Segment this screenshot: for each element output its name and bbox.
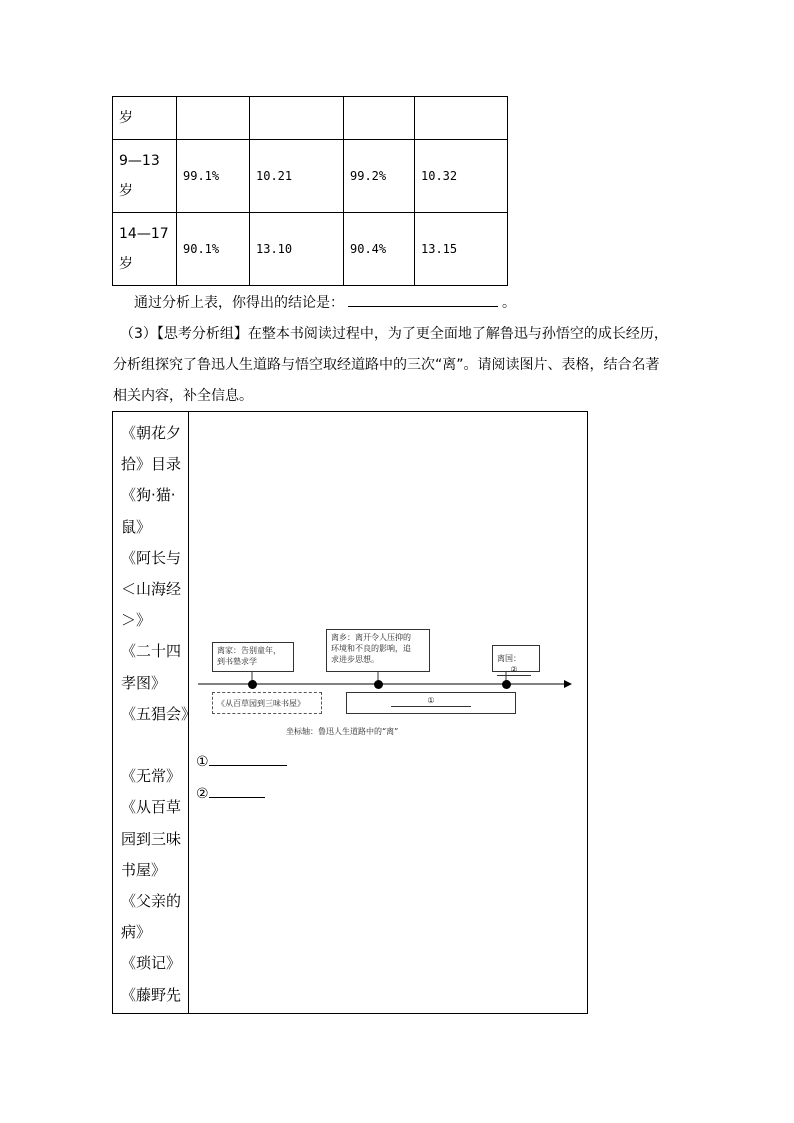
table-cell xyxy=(344,97,415,140)
answer-2-blank[interactable] xyxy=(209,785,265,798)
question-text: 分析组探究了鲁迅人生道路与悟空取经道路中的三次“离”。请阅读图片、表格，结合名著 xyxy=(113,357,660,373)
box-text: 求进步思想。 xyxy=(331,655,379,664)
answer-1 xyxy=(196,753,287,770)
toc-line: 《藤野先 xyxy=(121,985,182,1004)
toc-line: 《无常》 xyxy=(121,767,182,786)
table-cell xyxy=(415,97,508,140)
timeline-dot xyxy=(502,680,511,689)
toc-line: 《狗·猫· xyxy=(121,486,176,505)
table-cell: 99.2% xyxy=(344,140,415,213)
toc-line xyxy=(121,730,188,761)
blank-1[interactable]: ① xyxy=(391,695,471,707)
leave-hometown-box xyxy=(326,629,430,672)
table-cell: 90.4% xyxy=(344,213,415,286)
leave-country-box xyxy=(492,645,540,672)
toc-line: 病》 xyxy=(121,923,152,942)
toc-line: 《二十四 xyxy=(121,642,182,661)
answer-label: ① xyxy=(196,754,209,770)
table-cell xyxy=(250,97,344,140)
toc-line: 园到三味 xyxy=(121,829,182,848)
table-row xyxy=(113,140,508,213)
toc-line: 《琐记》 xyxy=(121,954,182,973)
answer-label: ② xyxy=(196,786,209,802)
question-text: （3）【思考分析组】在整本书阅读过程中，为了更全面地了解鲁迅与孙悟空的成长经历， xyxy=(120,326,668,342)
conclusion-answer-blank[interactable] xyxy=(348,292,498,307)
blank-1-box[interactable] xyxy=(346,692,516,714)
conclusion-prompt xyxy=(134,292,516,313)
timeline-diagram xyxy=(188,620,580,750)
arrow-head-icon xyxy=(564,680,572,688)
blank-2[interactable]: ② xyxy=(497,664,531,676)
table-cell: 99.1% xyxy=(177,140,250,213)
timeline-dot xyxy=(248,680,257,689)
data-table xyxy=(112,96,508,286)
table-cell: 10.21 xyxy=(250,140,344,213)
essay-title-box: 《从百草园到三味书屋》 xyxy=(212,692,322,714)
toc-line: 孝图》 xyxy=(121,673,167,692)
table-row xyxy=(113,97,508,140)
box-text: 离家：告别童年， xyxy=(217,646,281,655)
toc-line: 书屋》 xyxy=(121,860,167,879)
table-cell: 13.15 xyxy=(415,213,508,286)
diagram-caption: 坐标轴：鲁迅人生道路中的“离” xyxy=(286,727,399,736)
box-text: 环境和不良的影响，追 xyxy=(331,644,411,653)
table-cell: 90.1% xyxy=(177,213,250,286)
toc-line: 《阿长与 xyxy=(121,548,182,567)
question-text: 相关内容，补全信息。 xyxy=(113,388,253,404)
table-cell: 13.10 xyxy=(250,213,344,286)
timeline-dot xyxy=(374,680,383,689)
table-cell: 10.32 xyxy=(415,140,508,213)
age-cell: 岁 xyxy=(113,97,177,140)
toc-line: ＞》 xyxy=(121,611,152,630)
toc-column xyxy=(113,412,197,1013)
age-cell: 14—17 岁 xyxy=(113,213,177,286)
age-cell: 9—13 岁 xyxy=(113,140,177,213)
conclusion-suffix: 。 xyxy=(502,295,516,311)
leave-home-box xyxy=(212,642,294,672)
toc-line: ＜山海经 xyxy=(121,580,182,599)
conclusion-text: 通过分析上表，你得出的结论是： xyxy=(134,295,344,311)
table-row xyxy=(113,213,508,286)
box-text: 到书塾求学 xyxy=(217,657,257,666)
toc-line: 《父亲的 xyxy=(121,892,182,911)
box-text: 离乡：离开令人压抑的 xyxy=(331,633,411,642)
table-cell xyxy=(177,97,250,140)
toc-line: 《五猖会》 xyxy=(121,704,197,723)
box-text: 离国： xyxy=(497,654,521,663)
toc-line: 《朝花夕 xyxy=(121,424,182,442)
toc-line: 《从百草 xyxy=(121,798,182,817)
toc-line: 鼠》 xyxy=(121,517,152,536)
answer-2 xyxy=(196,785,265,802)
toc-line: 拾》目录 xyxy=(121,455,182,474)
answer-1-blank[interactable] xyxy=(209,753,287,766)
